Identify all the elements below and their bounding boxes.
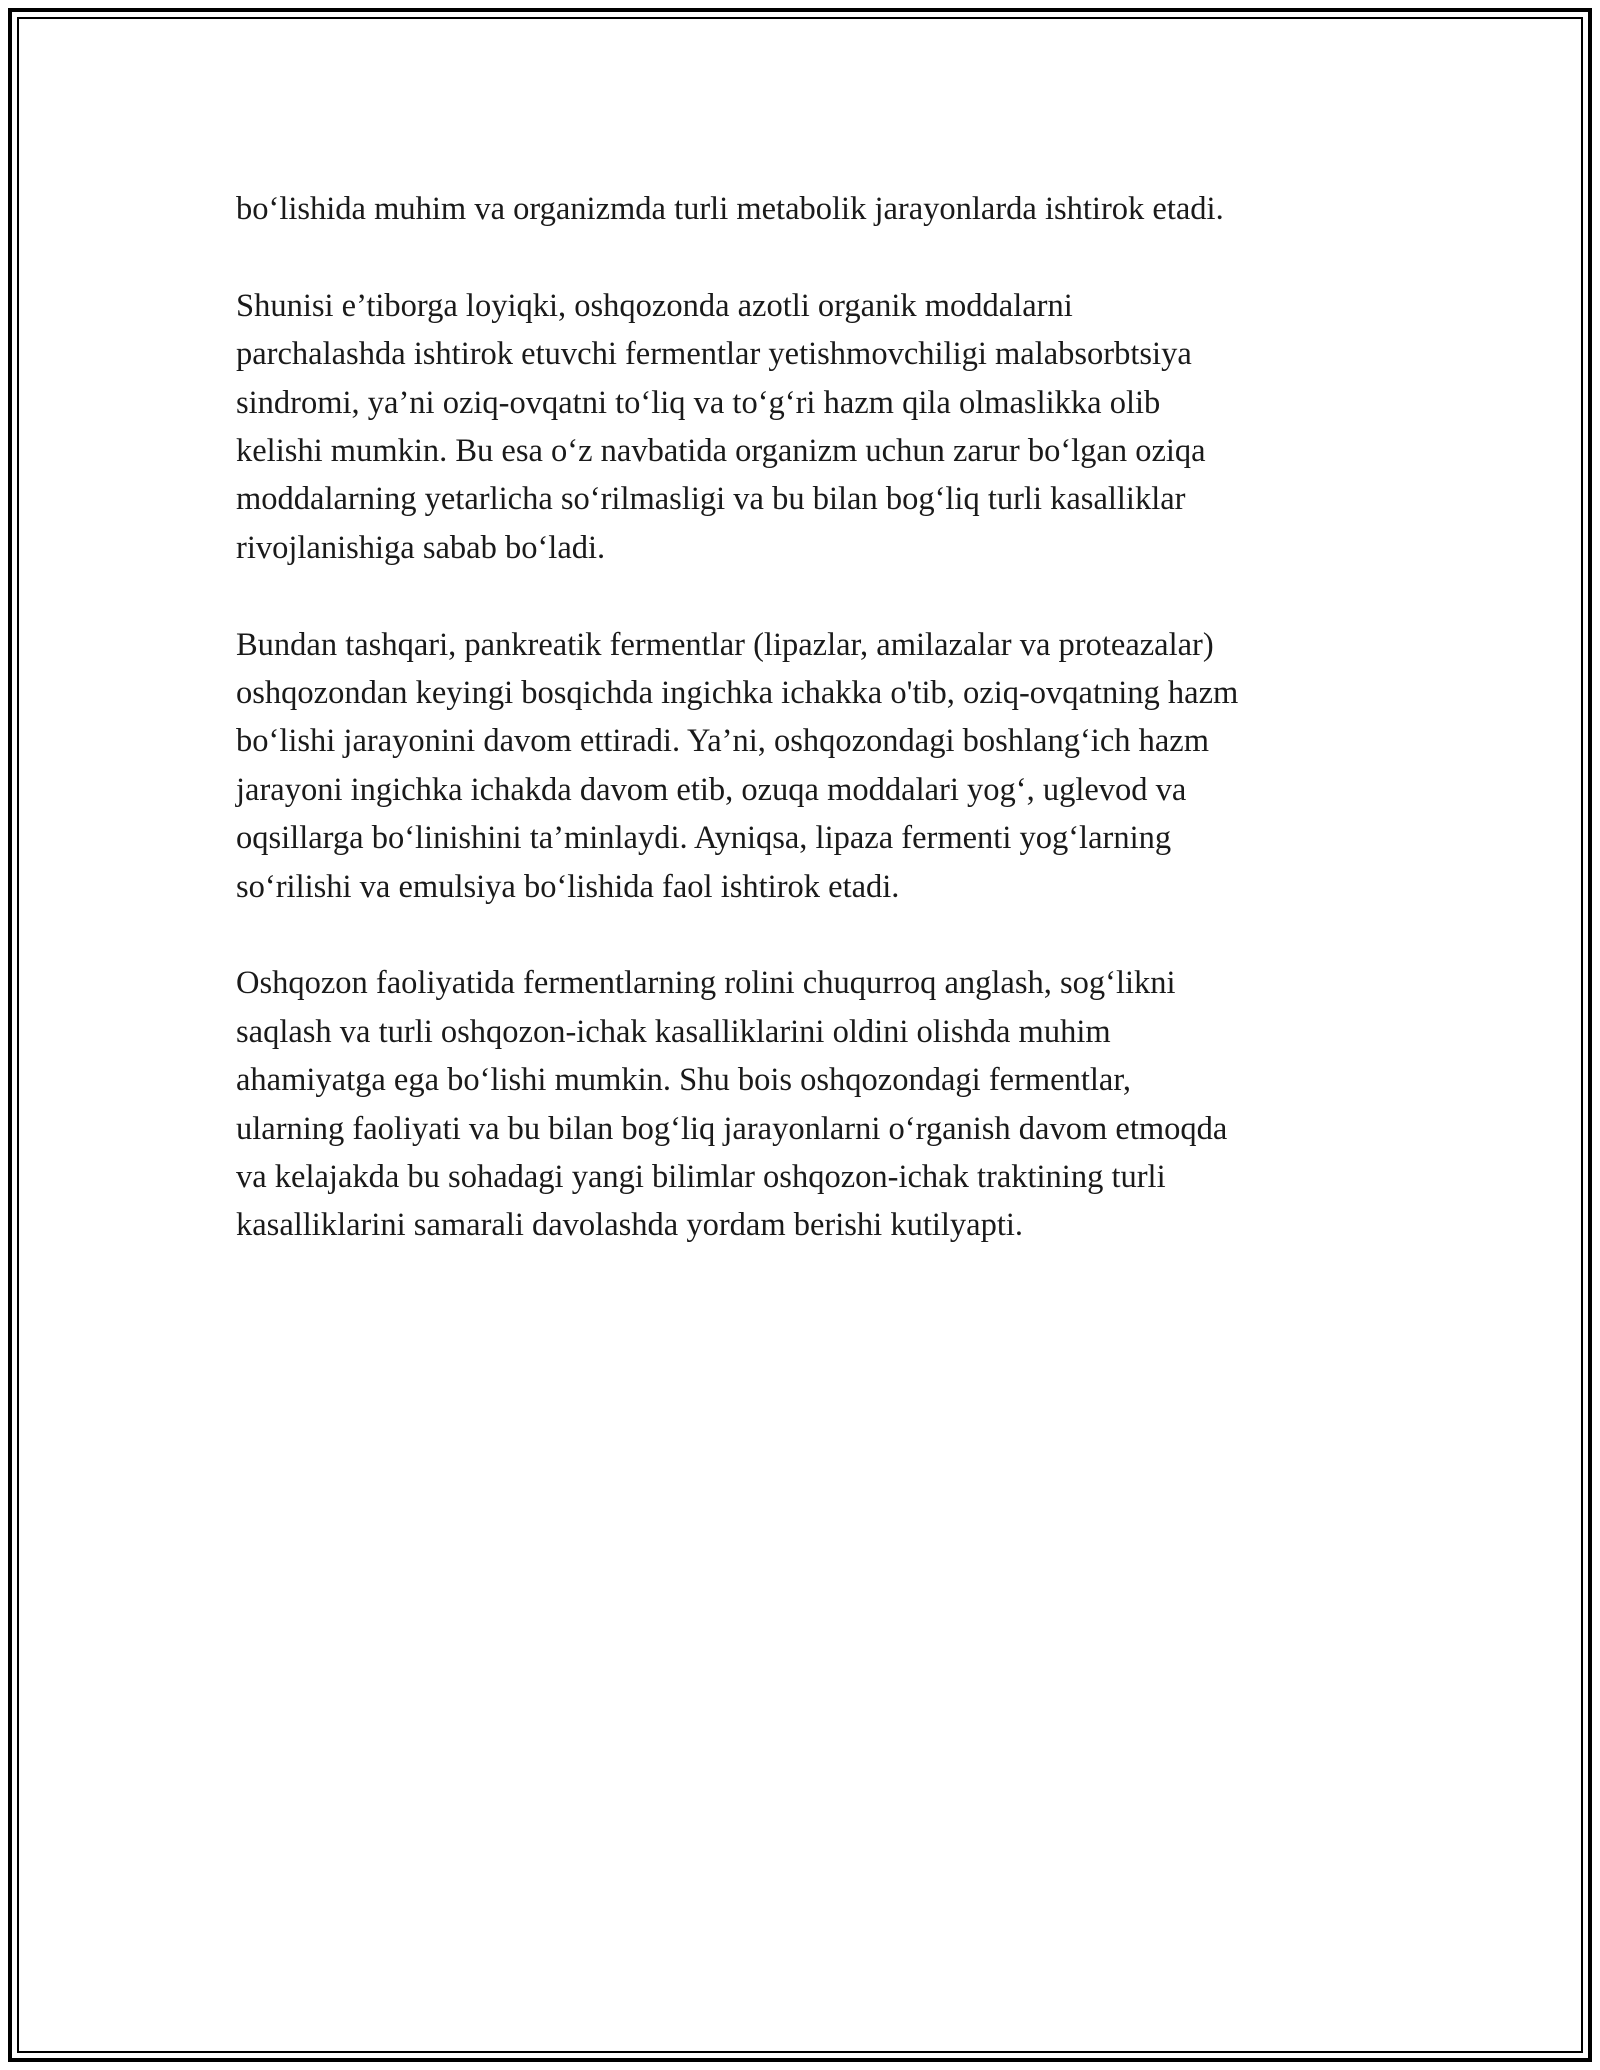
text-line: Shunisi e’tiborga loyiqki, oshqozonda azotli organik moddalarni [236,287,1073,324]
text-line: Bundan tashqari, pankreatik fermentlar (lipazlar, amilazalar va proteazalar) [236,626,1214,663]
text-line: oqsillarga bo‘linishini ta’minlaydi. Ayniqsa, lipaza fermenti yog‘larning [236,820,1172,857]
text-line: bo‘lishi jarayonini davom ettiradi. Ya’ni, oshqozondagi boshlang‘ich hazm [236,723,1210,760]
paragraph-4 [236,959,1386,1249]
text-line: rivojlanishiga sabab bo‘ladi. [236,529,606,566]
text-line: ularning faoliyati va bu bilan bog‘liq jarayonlarni o‘rganish davom etmoqda [236,1110,1228,1147]
document-body [236,185,1386,1298]
paragraph-1 [236,185,1386,233]
text-line: parchalashda ishtirok etuvchi fermentlar yetishmovchiligi malabsorbtsiya [236,336,1192,373]
paragraph-3 [236,621,1386,911]
text-line: kelishi mumkin. Bu esa o‘z navbatida organizm uchun zarur bo‘lgan oziqa [236,433,1206,470]
text-line: oshqozondan keyingi bosqichda ingichka ichakka o'tib, oziq-ovqatning hazm [236,675,1239,712]
text-line: Oshqozon faoliyatida fermentlarning rolini chuqurroq anglash, sog‘likni [236,965,1176,1002]
text-line: moddalarning yetarlicha so‘rilmasligi va bu bilan bog‘liq turli kasalliklar [236,481,1186,518]
text-line: sindromi, ya’ni oziq-ovqatni to‘liq va to‘g‘ri hazm qila olmaslikka olib [236,384,1161,421]
text-line: va kelajakda bu sohadagi yangi bilimlar oshqozon-ichak traktining turli [236,1159,1166,1196]
text-line: jarayoni ingichka ichakda davom etib, ozuqa moddalari yog‘, uglevod va [236,771,1187,808]
text-line: bo‘lishida muhim va organizmda turli metabolik jarayonlarda ishtirok etadi. [236,191,1224,227]
paragraph-2 [236,282,1386,572]
text-line: kasalliklarini samarali davolashda yordam berishi kutilyapti. [236,1207,1024,1244]
text-line: ahamiyatga ega bo‘lishi mumkin. Shu bois oshqozondagi fermentlar, [236,1062,1131,1099]
text-line: so‘rilishi va emulsiya bo‘lishida faol ishtirok etadi. [236,868,900,905]
text-line: saqlash va turli oshqozon-ichak kasalliklarini oldini olishda muhim [236,1013,1111,1050]
